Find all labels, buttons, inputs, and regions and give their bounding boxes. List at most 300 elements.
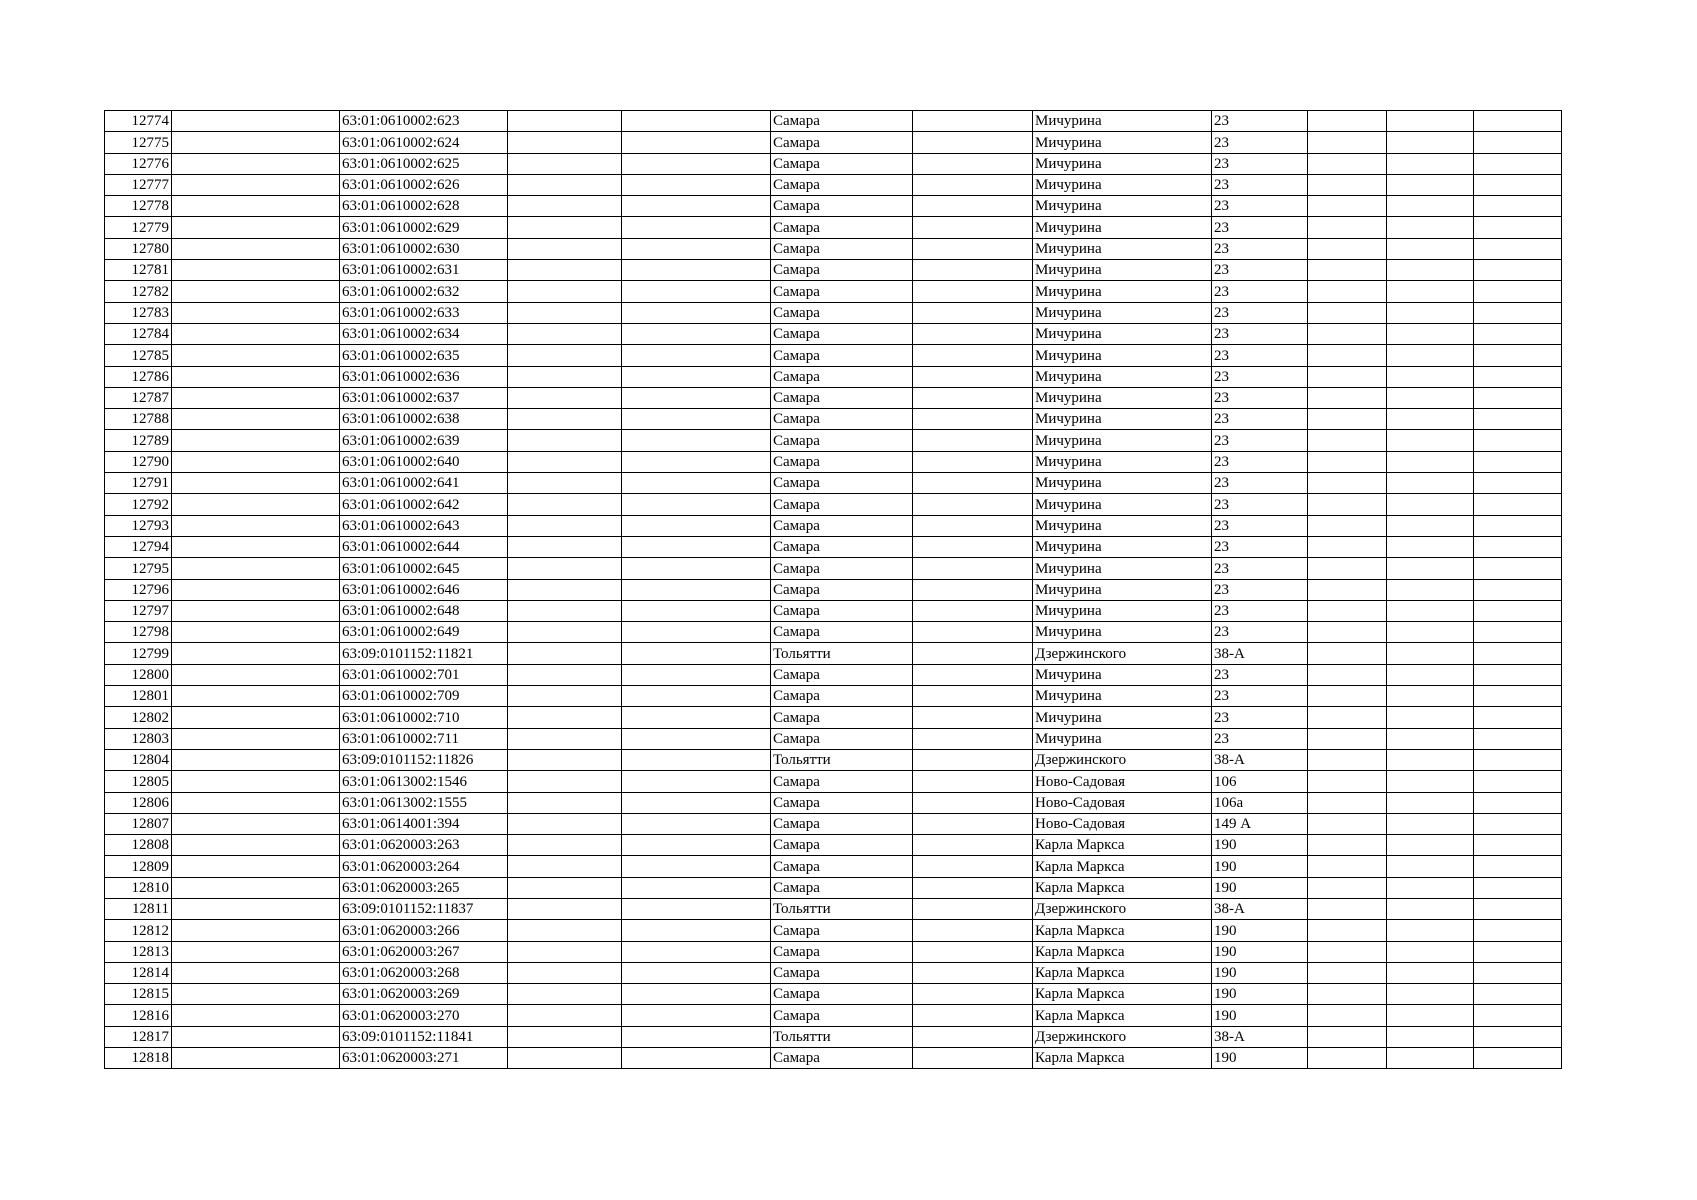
table-row [105, 813, 1562, 834]
empty-cell [172, 1026, 340, 1047]
empty-cell [1308, 686, 1387, 707]
row-number-cell: 12793 [105, 515, 172, 536]
empty-cell [622, 813, 771, 834]
city-cell: Самара [771, 473, 913, 494]
city-cell: Самара [771, 813, 913, 834]
street-cell: Мичурина [1033, 664, 1212, 685]
empty-cell [913, 579, 1033, 600]
empty-cell [1474, 111, 1562, 132]
cadastral-number-cell: 63:01:0620003:267 [340, 941, 508, 962]
city-cell: Самара [771, 515, 913, 536]
empty-cell [1308, 515, 1387, 536]
house-number-cell: 23 [1212, 473, 1308, 494]
empty-cell [508, 132, 622, 153]
table-row [105, 1048, 1562, 1069]
empty-cell [172, 323, 340, 344]
empty-cell [508, 664, 622, 685]
empty-cell [508, 111, 622, 132]
empty-cell [508, 451, 622, 472]
street-cell: Мичурина [1033, 451, 1212, 472]
cadastral-number-cell: 63:09:0101152:11837 [340, 898, 508, 919]
city-cell: Самара [771, 728, 913, 749]
empty-cell [1474, 749, 1562, 770]
city-cell: Самара [771, 451, 913, 472]
house-number-cell: 23 [1212, 579, 1308, 600]
empty-cell [622, 877, 771, 898]
row-number-cell: 12796 [105, 579, 172, 600]
empty-cell [913, 813, 1033, 834]
empty-cell [622, 345, 771, 366]
empty-cell [1308, 536, 1387, 557]
empty-cell [1474, 323, 1562, 344]
row-number-cell: 12797 [105, 600, 172, 621]
city-cell: Самара [771, 686, 913, 707]
empty-cell [1387, 1048, 1474, 1069]
empty-cell [1308, 238, 1387, 259]
table-row [105, 260, 1562, 281]
empty-cell [622, 217, 771, 238]
house-number-cell: 23 [1212, 323, 1308, 344]
empty-cell [508, 813, 622, 834]
empty-cell [913, 1005, 1033, 1026]
row-number-cell: 12783 [105, 302, 172, 323]
table-row [105, 771, 1562, 792]
street-cell: Мичурина [1033, 217, 1212, 238]
table-row [105, 941, 1562, 962]
empty-cell [913, 430, 1033, 451]
house-number-cell: 190 [1212, 1048, 1308, 1069]
cadastral-number-cell: 63:01:0620003:265 [340, 877, 508, 898]
street-cell: Мичурина [1033, 728, 1212, 749]
row-number-cell: 12809 [105, 856, 172, 877]
street-cell: Мичурина [1033, 707, 1212, 728]
row-number-cell: 12813 [105, 941, 172, 962]
row-number-cell: 12792 [105, 494, 172, 515]
empty-cell [1474, 174, 1562, 195]
city-cell: Самара [771, 111, 913, 132]
street-cell: Дзержинского [1033, 749, 1212, 770]
empty-cell [1387, 792, 1474, 813]
street-cell: Мичурина [1033, 366, 1212, 387]
empty-cell [1474, 835, 1562, 856]
city-cell: Самара [771, 323, 913, 344]
empty-cell [508, 302, 622, 323]
street-cell: Ново-Садовая [1033, 771, 1212, 792]
city-cell: Самара [771, 238, 913, 259]
empty-cell [913, 494, 1033, 515]
empty-cell [508, 877, 622, 898]
row-number-cell: 12800 [105, 664, 172, 685]
empty-cell [1308, 813, 1387, 834]
row-number-cell: 12788 [105, 409, 172, 430]
street-cell: Мичурина [1033, 345, 1212, 366]
empty-cell [1308, 366, 1387, 387]
empty-cell [172, 302, 340, 323]
empty-cell [1474, 366, 1562, 387]
empty-cell [1387, 962, 1474, 983]
empty-cell [913, 196, 1033, 217]
empty-cell [1387, 1026, 1474, 1047]
table-row [105, 707, 1562, 728]
empty-cell [913, 451, 1033, 472]
row-number-cell: 12807 [105, 813, 172, 834]
empty-cell [1387, 111, 1474, 132]
empty-cell [1474, 728, 1562, 749]
empty-cell [1387, 473, 1474, 494]
cadastral-number-cell: 63:01:0610002:626 [340, 174, 508, 195]
cadastral-number-cell: 63:01:0610002:624 [340, 132, 508, 153]
empty-cell [172, 728, 340, 749]
row-number-cell: 12818 [105, 1048, 172, 1069]
empty-cell [622, 473, 771, 494]
street-cell: Мичурина [1033, 430, 1212, 451]
house-number-cell: 23 [1212, 707, 1308, 728]
table-row [105, 728, 1562, 749]
city-cell: Самара [771, 771, 913, 792]
empty-cell [508, 728, 622, 749]
empty-cell [172, 430, 340, 451]
table-row [105, 111, 1562, 132]
empty-cell [1387, 579, 1474, 600]
table-row [105, 238, 1562, 259]
row-number-cell: 12778 [105, 196, 172, 217]
table-row [105, 281, 1562, 302]
city-cell: Тольятти [771, 898, 913, 919]
empty-cell [508, 600, 622, 621]
row-number-cell: 12782 [105, 281, 172, 302]
cadastral-number-cell: 63:01:0620003:264 [340, 856, 508, 877]
empty-cell [622, 728, 771, 749]
house-number-cell: 23 [1212, 558, 1308, 579]
table-row [105, 835, 1562, 856]
table-row [105, 430, 1562, 451]
street-cell: Карла Маркса [1033, 920, 1212, 941]
empty-cell [622, 1026, 771, 1047]
empty-cell [1308, 345, 1387, 366]
table-row [105, 323, 1562, 344]
cadastral-number-cell: 63:01:0610002:636 [340, 366, 508, 387]
table-row [105, 643, 1562, 664]
empty-cell [1308, 260, 1387, 281]
empty-cell [622, 686, 771, 707]
cadastral-number-cell: 63:01:0610002:632 [340, 281, 508, 302]
empty-cell [1387, 366, 1474, 387]
house-number-cell: 23 [1212, 387, 1308, 408]
empty-cell [1387, 196, 1474, 217]
house-number-cell: 23 [1212, 196, 1308, 217]
empty-cell [622, 749, 771, 770]
house-number-cell: 23 [1212, 217, 1308, 238]
empty-cell [172, 771, 340, 792]
empty-cell [913, 345, 1033, 366]
empty-cell [172, 536, 340, 557]
empty-cell [622, 792, 771, 813]
empty-cell [913, 622, 1033, 643]
table-row [105, 1005, 1562, 1026]
empty-cell [913, 1048, 1033, 1069]
house-number-cell: 23 [1212, 600, 1308, 621]
row-number-cell: 12812 [105, 920, 172, 941]
table-row [105, 1026, 1562, 1047]
row-number-cell: 12810 [105, 877, 172, 898]
cadastral-number-cell: 63:01:0610002:638 [340, 409, 508, 430]
city-cell: Самара [771, 302, 913, 323]
street-cell: Карла Маркса [1033, 877, 1212, 898]
empty-cell [622, 984, 771, 1005]
city-cell: Самара [771, 536, 913, 557]
house-number-cell: 23 [1212, 111, 1308, 132]
empty-cell [1387, 558, 1474, 579]
empty-cell [508, 941, 622, 962]
empty-cell [508, 430, 622, 451]
city-cell: Самара [771, 281, 913, 302]
cadastral-number-cell: 63:01:0610002:709 [340, 686, 508, 707]
city-cell: Самара [771, 174, 913, 195]
empty-cell [1308, 707, 1387, 728]
empty-cell [913, 174, 1033, 195]
empty-cell [508, 153, 622, 174]
empty-cell [1387, 622, 1474, 643]
empty-cell [1308, 1048, 1387, 1069]
house-number-cell: 23 [1212, 366, 1308, 387]
row-number-cell: 12777 [105, 174, 172, 195]
empty-cell [1474, 984, 1562, 1005]
empty-cell [508, 174, 622, 195]
empty-cell [1474, 196, 1562, 217]
empty-cell [622, 600, 771, 621]
empty-cell [1308, 579, 1387, 600]
table-row [105, 196, 1562, 217]
house-number-cell: 38-А [1212, 1026, 1308, 1047]
empty-cell [1387, 132, 1474, 153]
row-number-cell: 12794 [105, 536, 172, 557]
house-number-cell: 23 [1212, 174, 1308, 195]
empty-cell [172, 281, 340, 302]
row-number-cell: 12803 [105, 728, 172, 749]
house-number-cell: 149 А [1212, 813, 1308, 834]
cadastral-number-cell: 63:01:0610002:639 [340, 430, 508, 451]
table-row [105, 622, 1562, 643]
empty-cell [508, 920, 622, 941]
empty-cell [622, 153, 771, 174]
house-number-cell: 190 [1212, 920, 1308, 941]
empty-cell [508, 409, 622, 430]
empty-cell [1474, 707, 1562, 728]
city-cell: Тольятти [771, 1026, 913, 1047]
house-number-cell: 106а [1212, 792, 1308, 813]
empty-cell [1308, 962, 1387, 983]
city-cell: Самара [771, 196, 913, 217]
cadastral-number-cell: 63:01:0620003:263 [340, 835, 508, 856]
row-number-cell: 12801 [105, 686, 172, 707]
empty-cell [622, 962, 771, 983]
empty-cell [913, 387, 1033, 408]
cadastral-number-cell: 63:01:0620003:268 [340, 962, 508, 983]
house-number-cell: 23 [1212, 260, 1308, 281]
city-cell: Самара [771, 132, 913, 153]
empty-cell [913, 920, 1033, 941]
table-row [105, 984, 1562, 1005]
row-number-cell: 12774 [105, 111, 172, 132]
street-cell: Мичурина [1033, 196, 1212, 217]
empty-cell [508, 579, 622, 600]
empty-cell [913, 856, 1033, 877]
empty-cell [1308, 600, 1387, 621]
registry-table-body [105, 111, 1562, 1069]
empty-cell [508, 238, 622, 259]
empty-cell [622, 920, 771, 941]
empty-cell [1474, 473, 1562, 494]
row-number-cell: 12787 [105, 387, 172, 408]
table-row [105, 174, 1562, 195]
street-cell: Ново-Садовая [1033, 813, 1212, 834]
empty-cell [172, 387, 340, 408]
house-number-cell: 23 [1212, 664, 1308, 685]
empty-cell [1474, 920, 1562, 941]
table-row [105, 153, 1562, 174]
street-cell: Мичурина [1033, 558, 1212, 579]
empty-cell [622, 111, 771, 132]
empty-cell [172, 153, 340, 174]
empty-cell [1387, 643, 1474, 664]
street-cell: Мичурина [1033, 473, 1212, 494]
empty-cell [913, 323, 1033, 344]
empty-cell [1308, 1005, 1387, 1026]
house-number-cell: 23 [1212, 302, 1308, 323]
cadastral-number-cell: 63:01:0610002:645 [340, 558, 508, 579]
empty-cell [508, 323, 622, 344]
empty-cell [1308, 856, 1387, 877]
empty-cell [172, 984, 340, 1005]
empty-cell [172, 877, 340, 898]
city-cell: Тольятти [771, 643, 913, 664]
cadastral-number-cell: 63:01:0620003:270 [340, 1005, 508, 1026]
empty-cell [1308, 281, 1387, 302]
empty-cell [1474, 387, 1562, 408]
empty-cell [508, 771, 622, 792]
street-cell: Мичурина [1033, 238, 1212, 259]
house-number-cell: 23 [1212, 622, 1308, 643]
empty-cell [913, 835, 1033, 856]
empty-cell [1474, 686, 1562, 707]
empty-cell [622, 898, 771, 919]
city-cell: Самара [771, 920, 913, 941]
cadastral-number-cell: 63:01:0610002:633 [340, 302, 508, 323]
empty-cell [913, 302, 1033, 323]
house-number-cell: 23 [1212, 238, 1308, 259]
row-number-cell: 12806 [105, 792, 172, 813]
empty-cell [1474, 941, 1562, 962]
empty-cell [1308, 558, 1387, 579]
empty-cell [1474, 1048, 1562, 1069]
empty-cell [172, 515, 340, 536]
empty-cell [508, 473, 622, 494]
empty-cell [622, 622, 771, 643]
empty-cell [508, 558, 622, 579]
empty-cell [1387, 749, 1474, 770]
empty-cell [1308, 473, 1387, 494]
street-cell: Карла Маркса [1033, 984, 1212, 1005]
empty-cell [1308, 920, 1387, 941]
house-number-cell: 190 [1212, 1005, 1308, 1026]
empty-cell [622, 281, 771, 302]
empty-cell [172, 707, 340, 728]
empty-cell [913, 898, 1033, 919]
empty-cell [1308, 387, 1387, 408]
row-number-cell: 12811 [105, 898, 172, 919]
empty-cell [1387, 260, 1474, 281]
empty-cell [1474, 643, 1562, 664]
street-cell: Карла Маркса [1033, 1048, 1212, 1069]
city-cell: Самара [771, 153, 913, 174]
city-cell: Самара [771, 856, 913, 877]
empty-cell [172, 600, 340, 621]
city-cell: Самара [771, 387, 913, 408]
cadastral-number-cell: 63:01:0610002:640 [340, 451, 508, 472]
empty-cell [172, 238, 340, 259]
empty-cell [1308, 792, 1387, 813]
empty-cell [1387, 920, 1474, 941]
street-cell: Карла Маркса [1033, 962, 1212, 983]
row-number-cell: 12795 [105, 558, 172, 579]
city-cell: Самара [771, 558, 913, 579]
empty-cell [172, 792, 340, 813]
empty-cell [1308, 664, 1387, 685]
empty-cell [508, 281, 622, 302]
row-number-cell: 12790 [105, 451, 172, 472]
empty-cell [913, 409, 1033, 430]
street-cell: Дзержинского [1033, 1026, 1212, 1047]
cadastral-number-cell: 63:01:0610002:631 [340, 260, 508, 281]
street-cell: Мичурина [1033, 260, 1212, 281]
row-number-cell: 12817 [105, 1026, 172, 1047]
empty-cell [622, 579, 771, 600]
empty-cell [622, 941, 771, 962]
city-cell: Самара [771, 792, 913, 813]
empty-cell [1387, 686, 1474, 707]
empty-cell [1474, 1005, 1562, 1026]
empty-cell [1474, 302, 1562, 323]
table-row [105, 664, 1562, 685]
empty-cell [1474, 877, 1562, 898]
empty-cell [1387, 387, 1474, 408]
table-row [105, 558, 1562, 579]
empty-cell [1387, 323, 1474, 344]
empty-cell [913, 686, 1033, 707]
empty-cell [622, 366, 771, 387]
row-number-cell: 12815 [105, 984, 172, 1005]
city-cell: Самара [771, 984, 913, 1005]
empty-cell [172, 686, 340, 707]
city-cell: Самара [771, 707, 913, 728]
empty-cell [1387, 494, 1474, 515]
empty-cell [913, 749, 1033, 770]
table-row [105, 749, 1562, 770]
row-number-cell: 12802 [105, 707, 172, 728]
empty-cell [172, 345, 340, 366]
empty-cell [1308, 877, 1387, 898]
cadastral-number-cell: 63:01:0610002:644 [340, 536, 508, 557]
street-cell: Мичурина [1033, 323, 1212, 344]
empty-cell [172, 962, 340, 983]
row-number-cell: 12785 [105, 345, 172, 366]
row-number-cell: 12791 [105, 473, 172, 494]
empty-cell [622, 387, 771, 408]
empty-cell [913, 771, 1033, 792]
house-number-cell: 23 [1212, 686, 1308, 707]
cadastral-number-cell: 63:01:0613002:1546 [340, 771, 508, 792]
row-number-cell: 12775 [105, 132, 172, 153]
